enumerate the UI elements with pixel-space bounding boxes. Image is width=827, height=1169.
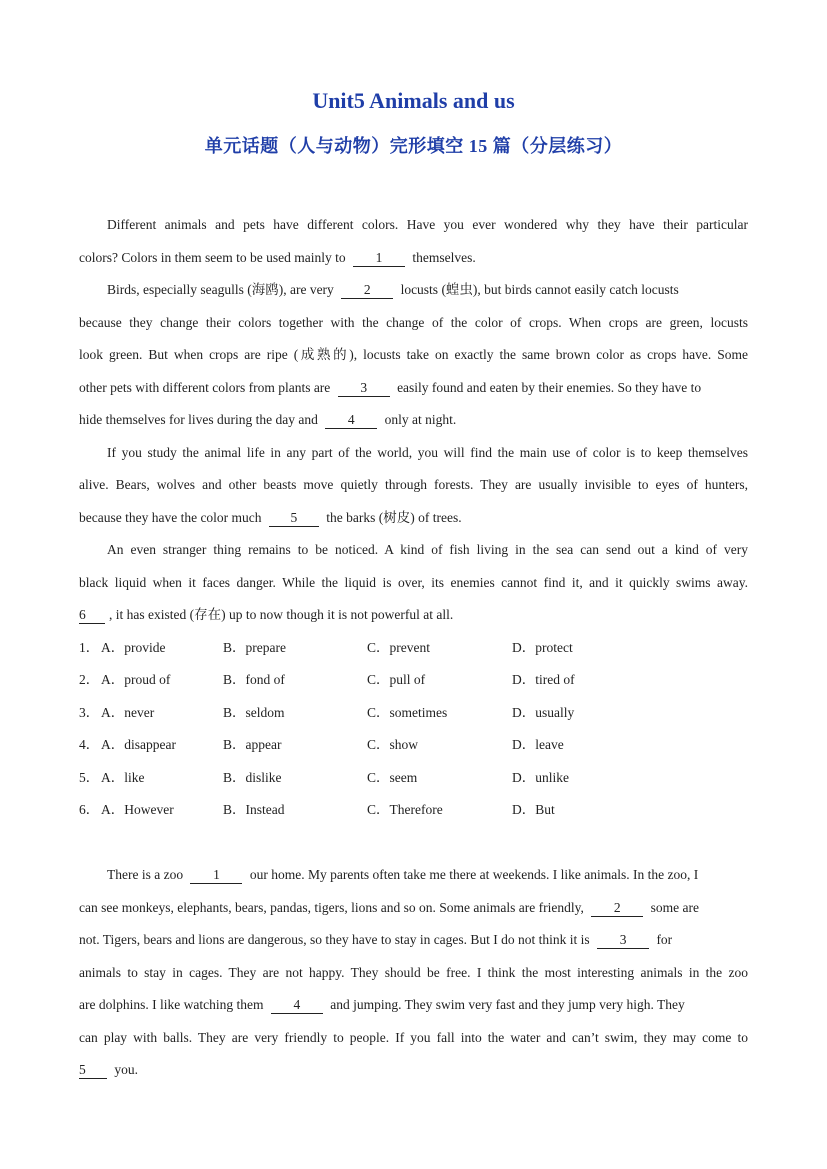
- option-c: C．show: [367, 737, 419, 752]
- option-c: C．sometimes: [367, 705, 448, 720]
- passage-text: are dolphins. I like watching them: [79, 997, 264, 1012]
- passage-text: There is a zoo: [107, 867, 184, 882]
- passage-text: colors? Colors in them seem to be used mainly to: [79, 250, 346, 265]
- passage-text: only at night.: [384, 412, 457, 427]
- passage-text: for: [656, 932, 673, 947]
- passage-text: can see monkeys, elephants, bears, pandas, tigers, lions and so on. Some animals are friendly,: [79, 900, 584, 915]
- passage1-line: If you study the animal life in any part of the world, you will find the main use of color is to keep themselves: [107, 445, 748, 460]
- passage1-line: because they change their colors together with the change of the color of crops. When crops are green, locusts: [79, 315, 748, 330]
- option-c: C．pull of: [367, 672, 426, 687]
- option-d: D．But: [512, 802, 555, 817]
- page-subtitle: 单元话题（人与动物）完形填空 15 篇（分层练习）: [204, 136, 623, 156]
- passage1-line: black liquid when it faces danger. While the liquid is over, its enemies cannot find it, and it quickly swims away.: [79, 575, 748, 590]
- option-d: D．usually: [512, 705, 575, 720]
- question-number: 2．: [79, 672, 100, 687]
- blank-1: 1: [353, 250, 405, 267]
- question-number: 5．: [79, 770, 100, 785]
- option-b: B．dislike: [223, 770, 282, 785]
- question-number: 1．: [79, 640, 100, 655]
- question-number: 3．: [79, 705, 100, 720]
- passage-text: hide themselves for lives during the day and: [79, 412, 318, 427]
- option-b: B．fond of: [223, 672, 285, 687]
- blank-3: 3: [597, 932, 649, 949]
- option-c: C．seem: [367, 770, 418, 785]
- passage-text: , it has existed (存在) up to now though it is not powerful at all.: [109, 607, 454, 622]
- passage1-line: Different animals and pets have different colors. Have you ever wondered why they have their particular: [107, 217, 748, 232]
- option-b: B．seldom: [223, 705, 285, 720]
- passage-text: themselves.: [412, 250, 476, 265]
- option-a: A．However: [101, 802, 174, 817]
- blank-1: 1: [190, 867, 242, 884]
- option-d: D．tired of: [512, 672, 575, 687]
- passage-text: not. Tigers, bears and lions are dangerous, so they have to stay in cages. But I do not think it is: [79, 932, 590, 947]
- passage1-line: [79, 247, 748, 269]
- option-a: A．never: [101, 705, 155, 720]
- option-a: A．like: [101, 770, 145, 785]
- passage1-line: [79, 507, 748, 529]
- passage-text: other pets with different colors from plants are: [79, 380, 331, 395]
- question-number: 6．: [79, 802, 100, 817]
- blank-5: 5: [79, 1062, 107, 1079]
- passage-text: Birds, especially seagulls (海鸥), are very: [107, 282, 334, 297]
- blank-5: 5: [269, 510, 319, 527]
- passage2-line: [79, 1059, 748, 1081]
- passage-text: our home. My parents often take me there at weekends. I like animals. In the zoo, I: [249, 867, 699, 882]
- option-a: A．disappear: [101, 737, 176, 752]
- passage-text: locusts (蝗虫), but birds cannot easily catch locusts: [400, 282, 679, 297]
- passage2-line: [79, 929, 748, 951]
- option-d: D．protect: [512, 640, 573, 655]
- passage-text: some are: [650, 900, 699, 915]
- blank-2: 2: [341, 282, 393, 299]
- passage2-line: can play with balls. They are very friendly to people. If you fall into the water and can’t swim, they may come to: [79, 1030, 748, 1045]
- passage1-line: alive. Bears, wolves and other beasts move quietly through forests. They are usually invisible to eyes of hunters,: [79, 477, 748, 492]
- passage-text: the barks (树皮) of trees.: [326, 510, 462, 525]
- blank-3: 3: [338, 380, 390, 397]
- option-c: C．prevent: [367, 640, 430, 655]
- passage-text: because they have the color much: [79, 510, 262, 525]
- passage2-line: animals to stay in cages. They are not happy. They should be free. I think the most interesting animals in the zoo: [79, 965, 748, 980]
- blank-4: 4: [325, 412, 377, 429]
- option-a: A．provide: [101, 640, 166, 655]
- passage1-line: [79, 377, 748, 399]
- blank-6: 6: [79, 607, 105, 624]
- option-d: D．leave: [512, 737, 564, 752]
- passage2-line: [107, 864, 748, 886]
- page-title: Unit5 Animals and us: [312, 88, 515, 113]
- passage-text: you.: [114, 1062, 138, 1077]
- blank-2: 2: [591, 900, 643, 917]
- passage1-line: [79, 409, 748, 431]
- passage1-line: [107, 279, 748, 301]
- passage2-line: [79, 994, 748, 1016]
- option-b: B．prepare: [223, 640, 286, 655]
- passage1-line: look green. But when crops are ripe (成熟的), locusts take on exactly the same brown color as crops have. Some: [79, 347, 748, 362]
- passage2-line: [79, 897, 748, 919]
- option-a: A．proud of: [101, 672, 171, 687]
- blank-4: 4: [271, 997, 323, 1014]
- passage-text: and jumping. They swim very fast and they jump very high. They: [330, 997, 685, 1012]
- option-b: B．Instead: [223, 802, 285, 817]
- option-b: B．appear: [223, 737, 282, 752]
- option-d: D．unlike: [512, 770, 569, 785]
- passage1-line: An even stranger thing remains to be noticed. A kind of fish living in the sea can send out a kind of very: [107, 542, 748, 557]
- passage1-line: [79, 604, 748, 626]
- passage-text: easily found and eaten by their enemies. So they have to: [397, 380, 702, 395]
- question-number: 4．: [79, 737, 100, 752]
- option-c: C．Therefore: [367, 802, 443, 817]
